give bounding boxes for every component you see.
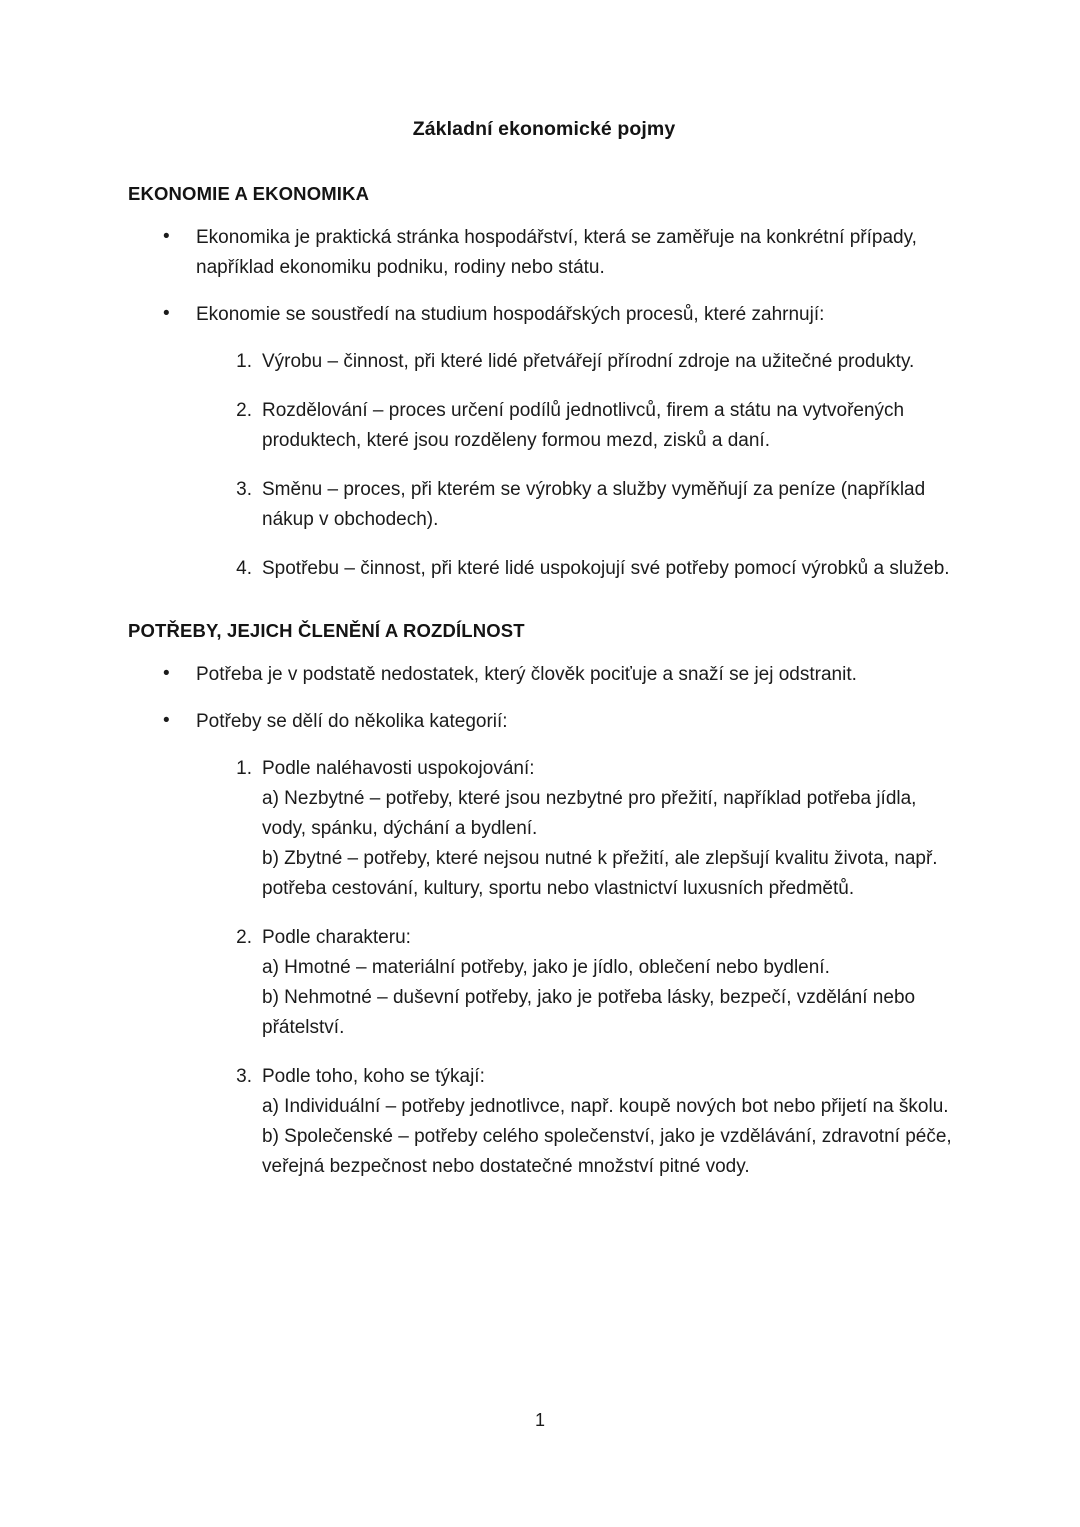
list-item: • Ekonomika je praktická stránka hospodářství, která se zaměřuje na konkrétní případy, například ekonomiku podniku, rodiny nebo státu. — [128, 223, 960, 283]
list-item-text: Směnu – proces, při kterém se výrobky a služby vyměňují za peníze (například nákup v obchodech). — [262, 479, 926, 531]
list-item — [128, 396, 960, 456]
list-item-subtext-b: b) Zbytné – potřeby, které nejsou nutné k přežití, ale zlepšují kvalitu života, např. potřeba cestování, kultury, sportu nebo vlastnictví luxusních předmětů. — [262, 848, 938, 900]
list-item — [128, 554, 960, 584]
list-item: • Ekonomie se soustředí na studium hospodářských procesů, které zahrnují: — [128, 300, 960, 330]
list-item-subtext-a: a) Nezbytné – potřeby, které jsou nezbytné pro přežití, například potřeba jídla, vody, spánku, dýchání a bydlení. — [262, 788, 917, 840]
list-item-text: Spotřebu – činnost, při které lidé uspokojují své potřeby pomocí výrobků a služeb. — [262, 558, 950, 580]
page-number: 1 — [534, 1410, 545, 1430]
list-item-subtext-b: b) Nehmotné – duševní potřeby, jako je potřeba lásky, bezpečí, vzdělání nebo přátelství. — [262, 987, 916, 1039]
list-item-number: 2. — [236, 400, 252, 422]
bullet-list-potreby — [128, 660, 960, 737]
list-item — [128, 923, 960, 1043]
list-item-text: Rozdělování – proces určení podílů jednotlivců, firem a státu na vytvořených produktech, které jsou rozděleny formou mezd, zisků a daní. — [262, 400, 905, 452]
list-item-text: Podle toho, koho se týkají: — [262, 1066, 485, 1088]
list-item-text: Podle charakteru: — [262, 927, 411, 949]
section-heading-potreby: POTŘEBY, JEJICH ČLENĚNÍ A ROZDÍLNOST — [128, 620, 525, 642]
numbered-list-procesy — [128, 347, 960, 584]
list-item: • Potřeby se dělí do několika kategorií: — [128, 707, 960, 737]
list-item — [128, 1062, 960, 1182]
list-item-text: Výrobu – činnost, při které lidé přetvářejí přírodní zdroje na užitečné produkty. — [262, 351, 915, 373]
list-item-subtext-b: b) Společenské – potřeby celého společenství, jako je vzdělávání, zdravotní péče, veřejná bezpečnost nebo dostatečné množství pitné vody. — [262, 1126, 952, 1178]
list-item — [128, 754, 960, 904]
list-item-subtext-a: a) Individuální – potřeby jednotlivce, např. koupě nových bot nebo přijetí na školu. — [262, 1096, 949, 1118]
list-item-number: 1. — [236, 351, 252, 373]
list-item-subtext-a: a) Hmotné – materiální potřeby, jako je jídlo, oblečení nebo bydlení. — [262, 957, 830, 979]
list-item-text: Podle naléhavosti uspokojování: — [262, 758, 535, 780]
numbered-list-kategorie-potreb — [128, 754, 960, 1182]
list-item-number: 4. — [236, 558, 252, 580]
list-item-number: 1. — [236, 758, 252, 780]
bullet-list-ekonomie — [128, 223, 960, 330]
list-item — [128, 347, 960, 377]
list-item-number: 3. — [236, 479, 252, 501]
list-item-number: 3. — [236, 1066, 252, 1088]
list-item-number: 2. — [236, 927, 252, 949]
page-title: Základní ekonomické pojmy — [412, 118, 676, 140]
section-heading-ekonomie-a-ekonomika: EKONOMIE A EKONOMIKA — [128, 183, 370, 204]
list-item — [128, 475, 960, 535]
list-item: • Potřeba je v podstatě nedostatek, který člověk pociťuje a snaží se jej odstranit. — [128, 660, 960, 690]
